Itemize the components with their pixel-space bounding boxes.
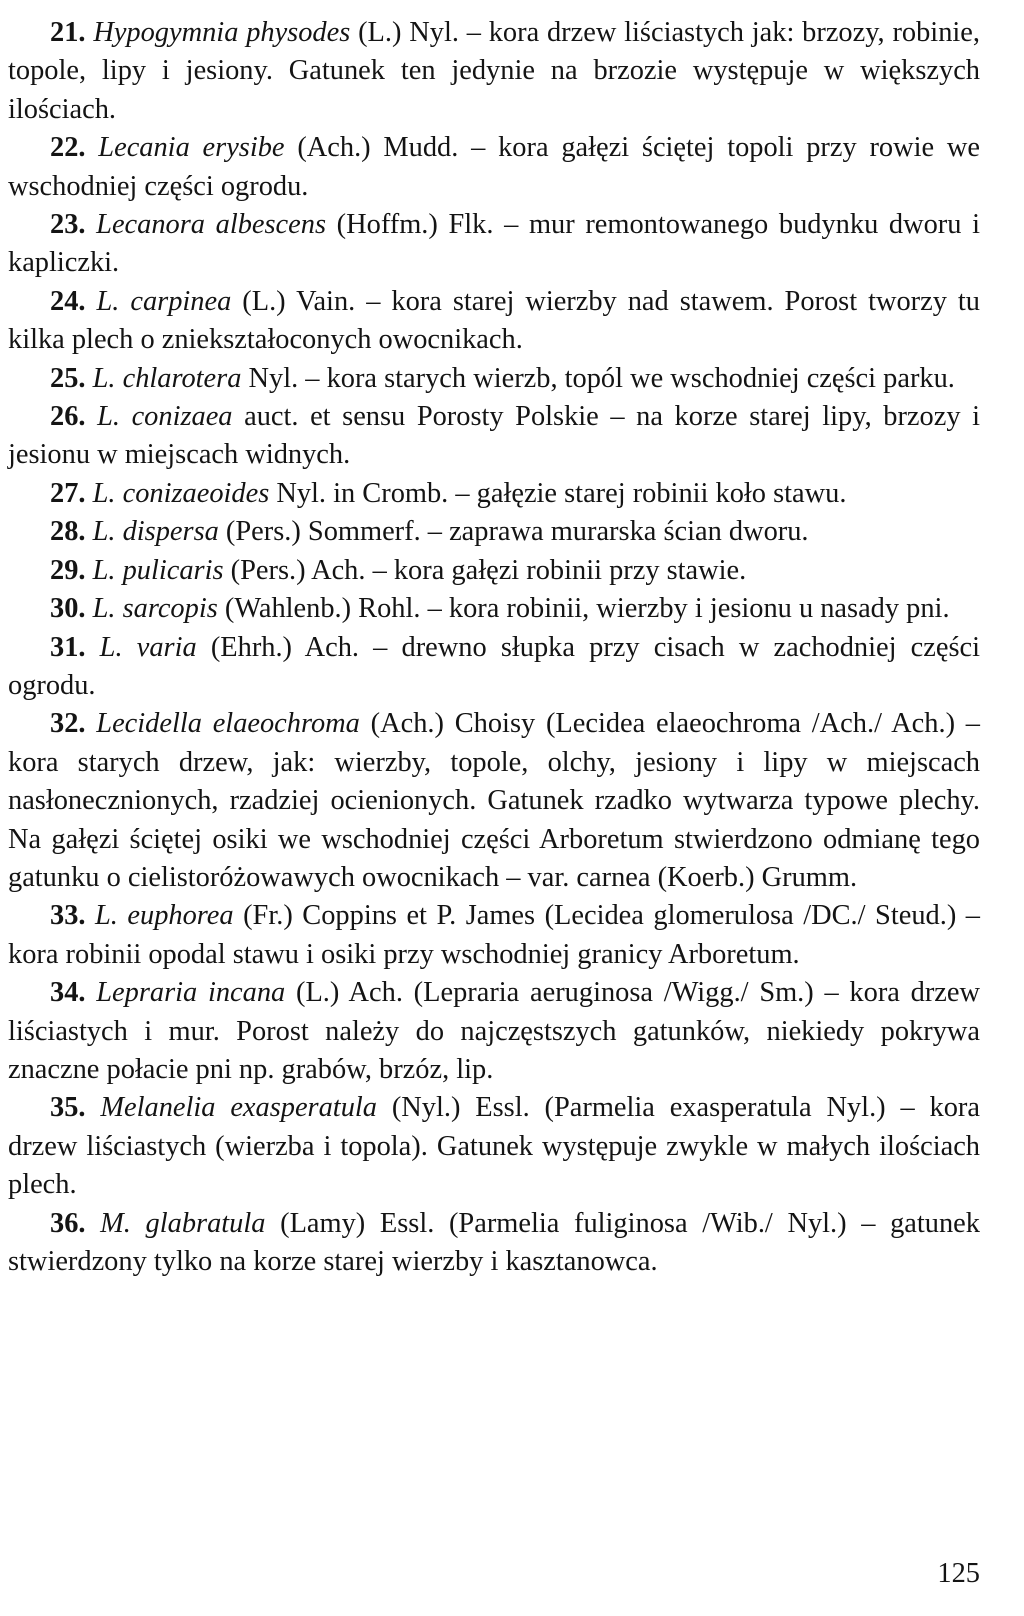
species-name: L. conizaeoides (92, 477, 270, 509)
entry-description: (Pers.) Ach. – kora gałęzi robinii przy stawie. (223, 554, 747, 586)
entry-number: 30. (50, 593, 86, 625)
entry-25 (8, 360, 980, 398)
entry-26 (8, 398, 980, 475)
entry-description: Nyl. in Cromb. – gałęzie starej robinii koło stawu. (269, 477, 847, 509)
species-name: Lepraria incana (96, 977, 286, 1009)
entry-31 (8, 629, 980, 706)
species-name: Hypogymnia physodes (93, 17, 351, 48)
entry-description: (L.) Ach. (Lepraria aeruginosa /Wigg./ Sm.) – kora drzew liściastych i mur. Porost należy do najczęstszych gatunków, niekiedy pokrywa znaczne połacie pni np. grabów, brzóz, lip. (8, 977, 980, 1085)
entry-21 (8, 14, 980, 129)
entry-number: 26. (50, 401, 86, 433)
entry-description: (L.) Vain. – kora starej wierzby nad stawem. Porost tworzy tu kilka plech o zniekształoconych owocnikach. (8, 285, 980, 356)
entry-description: auct. et sensu Porosty Polskie – na korze starej lipy, brzozy i jesionu w miejscach widnych. (8, 401, 980, 471)
species-name: L. sarcopis (92, 593, 218, 625)
entry-description: (Lamy) Essl. (Parmelia fuliginosa /Wib./ Nyl.) – gatunek stwierdzony tylko na korze starej wierzby i kasztanowca. (8, 1207, 980, 1277)
species-name: L. chlarotera (92, 362, 242, 394)
entry-number: 29. (50, 554, 86, 586)
entry-description: (Ach.) Mudd. – kora gałęzi ściętej topoli przy rowie we wschodniej części ogrodu. (8, 132, 980, 202)
entry-description: (Pers.) Sommerf. – zaprawa murarska ścian dworu. (218, 516, 809, 548)
entry-number: 36. (50, 1207, 86, 1239)
entry-22 (8, 129, 980, 206)
species-name: Lecidella elaeochroma (96, 708, 360, 740)
entry-number: 23. (50, 209, 86, 241)
species-name: M. glabratula (100, 1207, 266, 1239)
entry-number: 34. (50, 977, 86, 1009)
entry-number: 25. (50, 362, 86, 394)
entry-30 (8, 590, 980, 628)
entry-description: (Ehrh.) Ach. – drewno słupka przy cisach w zachodniej części ogrodu. (8, 631, 980, 701)
entry-description: (Wahlenb.) Rohl. – kora robinii, wierzby i jesionu u nasady pni. (217, 593, 950, 625)
entry-24 (8, 283, 980, 360)
species-name: L. pulicaris (92, 554, 224, 586)
species-name: Melanelia exasperatula (100, 1092, 377, 1124)
species-name: L. conizaea (97, 401, 233, 433)
entry-description: (Fr.) Coppins et P. James (Lecidea glomerulosa /DC./ Steud.) – kora robinii opodal stawu i osiki przy wschodniej granicy Arboretum. (8, 900, 980, 970)
entry-27 (8, 475, 980, 513)
species-name: L. euphorea (95, 900, 234, 932)
entry-23 (8, 206, 980, 283)
entry-description: Nyl. – kora starych wierzb, topól we wschodniej części parku. (241, 362, 955, 394)
species-name: L. dispersa (92, 516, 219, 548)
entry-36 (8, 1205, 980, 1282)
entry-description: (L.) Nyl. – kora drzew liściastych jak: brzozy, robinie, topole, lipy i jesiony. Gatunek ten jedynie na brzozie występuje w większych ilościach. (8, 17, 980, 125)
species-name: Lecania erysibe (98, 132, 285, 164)
entry-28 (8, 513, 980, 551)
entry-number: 33. (50, 900, 86, 932)
entry-34 (8, 974, 980, 1089)
species-name: L. carpinea (96, 285, 232, 317)
entry-33 (8, 897, 980, 974)
entry-description: (Nyl.) Essl. (Parmelia exasperatula Nyl.) – kora drzew liściastych (wierzba i topola). Gatunek występuje zwykle w małych ilościach plech. (8, 1092, 980, 1201)
entry-number: 27. (50, 477, 86, 509)
entry-35 (8, 1089, 980, 1204)
species-name: Lecanora albescens (96, 209, 327, 241)
entry-description: (Hoffm.) Flk. – mur remontowanego budynku dworu i kapliczki. (8, 209, 980, 279)
entry-29 (8, 552, 980, 590)
entry-number: 35. (50, 1092, 86, 1124)
entry-number: 28. (50, 516, 86, 548)
entry-number: 24. (50, 285, 86, 317)
entry-description: (Ach.) Choisy (Lecidea elaeochroma /Ach./ Ach.) – kora starych drzew, jak: wierzby, topole, olchy, jesiony i lipy w miejscach nasłonecznionych, rzadziej ocienionych. Gatunek rzadko wytwarza typowe plechy. Na gałęzi ściętej osiki we wschodniej części Arboretum stwierdzono odmianę tego gatunku o cielistoróżowawych owocnikach – var. carnea (Koerb.) Grumm. (8, 708, 980, 893)
page-number: 125 (937, 1558, 980, 1589)
entry-number: 31. (50, 631, 86, 663)
entry-number: 21. (50, 17, 86, 48)
species-name: L. varia (99, 631, 197, 663)
entry-number: 22. (50, 132, 86, 164)
entry-number: 32. (50, 708, 86, 740)
entry-32 (8, 705, 980, 897)
page-text (8, 14, 980, 1281)
